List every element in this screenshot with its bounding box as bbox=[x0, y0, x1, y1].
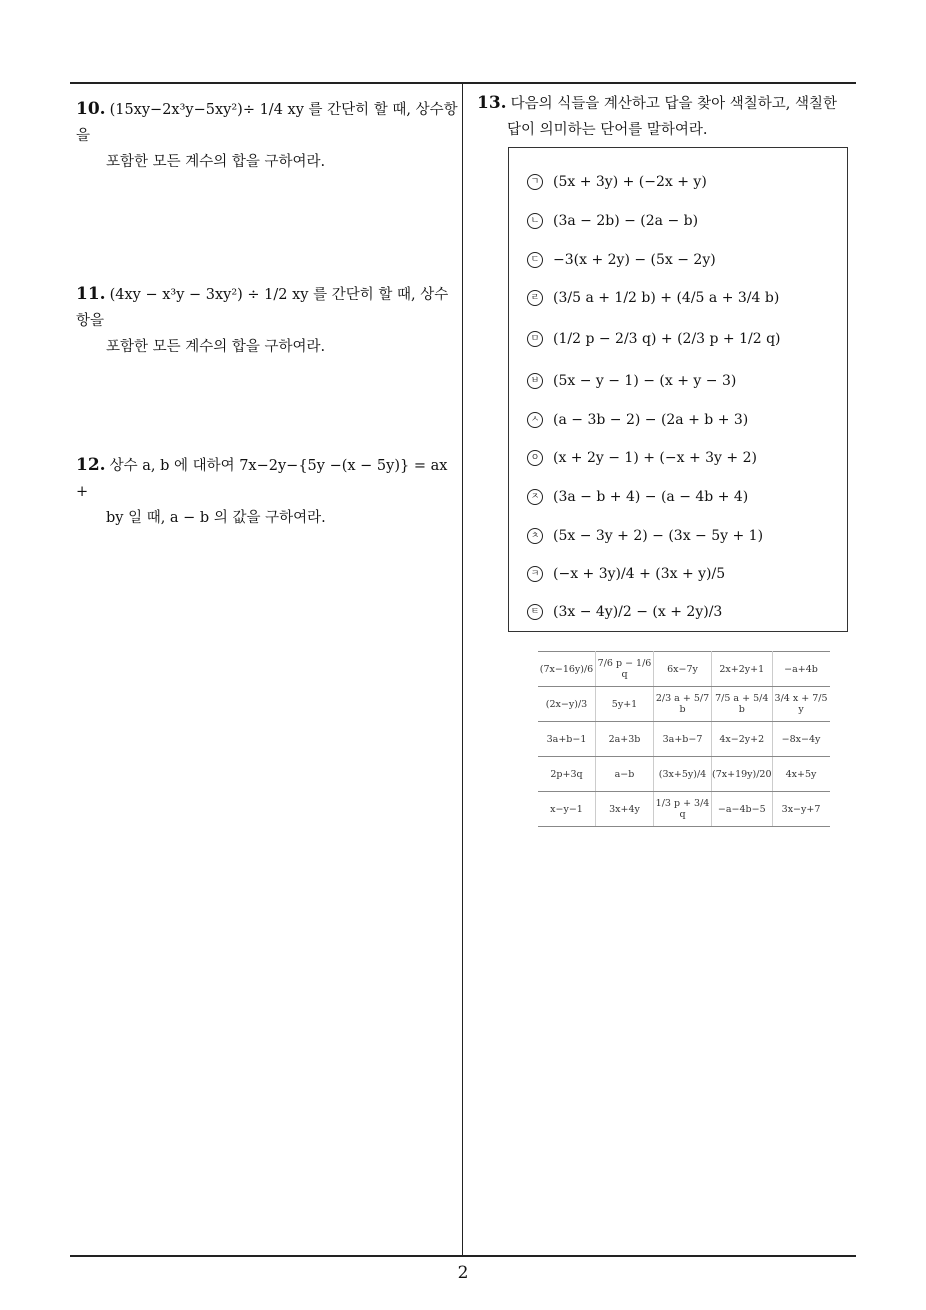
answer-cell[interactable]: (7x−16y)/6 bbox=[538, 652, 596, 687]
question-text: 상수 a, b 에 대하여 7x−2y−{5y −(x − 5y)} = ax + bbox=[76, 458, 448, 500]
question-13 bbox=[477, 90, 861, 143]
question-number: 12. bbox=[76, 455, 106, 475]
answer-cell[interactable]: −a+4b bbox=[772, 652, 830, 687]
answer-cell[interactable]: −8x−4y bbox=[772, 722, 830, 757]
answer-grid bbox=[538, 651, 830, 827]
column-divider bbox=[462, 82, 463, 1256]
answer-cell[interactable]: 3/4 x + 7/5 y bbox=[772, 687, 830, 722]
question-12 bbox=[76, 452, 460, 531]
question-text: 포함한 모든 계수의 합을 구하여라. bbox=[106, 154, 326, 170]
answer-cell[interactable]: x−y−1 bbox=[538, 792, 596, 827]
question-number: 11. bbox=[76, 284, 106, 304]
expression-item bbox=[527, 528, 763, 544]
answer-cell[interactable]: 7/6 p − 1/6 q bbox=[596, 652, 654, 687]
expression-item bbox=[527, 331, 781, 347]
question-11 bbox=[76, 281, 460, 360]
question-text: 포함한 모든 계수의 합을 구하여라. bbox=[106, 339, 326, 355]
question-text: (15xy−2x³y−5xy²)÷ 1/4 xy 를 간단히 할 때, 상수항을 bbox=[76, 102, 458, 144]
expression-item bbox=[527, 412, 748, 428]
circled-marker: ㄴ bbox=[527, 213, 543, 229]
question-number: 10. bbox=[76, 99, 106, 119]
table-row bbox=[538, 792, 830, 827]
circled-marker: ㅂ bbox=[527, 373, 543, 389]
expression-item bbox=[527, 604, 722, 620]
answer-cell[interactable]: 1/3 p + 3/4 q bbox=[654, 792, 712, 827]
expression-text: (5x + 3y) + (−2x + y) bbox=[553, 174, 707, 190]
expression-item bbox=[527, 566, 725, 582]
expression-text: −3(x + 2y) − (5x − 2y) bbox=[553, 252, 716, 268]
circled-marker: ㅌ bbox=[527, 604, 543, 620]
answer-cell[interactable]: (7x+19y)/20 bbox=[712, 757, 773, 792]
question-text: by 일 때, a − b 의 값을 구하여라. bbox=[106, 510, 326, 526]
expression-item bbox=[527, 373, 736, 389]
answer-cell[interactable]: 2x+2y+1 bbox=[712, 652, 773, 687]
expression-box bbox=[508, 147, 848, 632]
circled-marker: ㅅ bbox=[527, 412, 543, 428]
answer-cell[interactable]: 6x−7y bbox=[654, 652, 712, 687]
expression-text: (5x − 3y + 2) − (3x − 5y + 1) bbox=[553, 528, 764, 544]
question-text: 다음의 식들을 계산하고 답을 찾아 색칠하고, 색칠한 bbox=[510, 96, 837, 112]
expression-item bbox=[527, 252, 716, 268]
expression-item bbox=[527, 213, 698, 229]
bottom-rule bbox=[70, 1255, 856, 1257]
answer-cell[interactable]: 4x−2y+2 bbox=[712, 722, 773, 757]
expression-text: (3/5 a + 1/2 b) + (4/5 a + 3/4 b) bbox=[553, 290, 780, 306]
table-row bbox=[538, 652, 830, 687]
answer-cell[interactable]: (3x+5y)/4 bbox=[654, 757, 712, 792]
circled-marker: ㄷ bbox=[527, 252, 543, 268]
expression-text: (3x − 4y)/2 − (x + 2y)/3 bbox=[553, 604, 723, 620]
circled-marker: ㄱ bbox=[527, 174, 543, 190]
answer-cell[interactable]: 2p+3q bbox=[538, 757, 596, 792]
answer-cell[interactable]: 2a+3b bbox=[596, 722, 654, 757]
question-text: 답이 의미하는 단어를 말하여라. bbox=[507, 122, 708, 138]
table-row bbox=[538, 687, 830, 722]
answer-cell[interactable]: 2/3 a + 5/7 b bbox=[654, 687, 712, 722]
answer-cell[interactable]: 4x+5y bbox=[772, 757, 830, 792]
circled-marker: ㅋ bbox=[527, 566, 543, 582]
expression-text: (3a − b + 4) − (a − 4b + 4) bbox=[553, 489, 749, 505]
circled-marker: ㄹ bbox=[527, 290, 543, 306]
expression-text: (x + 2y − 1) + (−x + 3y + 2) bbox=[553, 450, 757, 466]
table-row bbox=[538, 722, 830, 757]
expression-item bbox=[527, 450, 757, 466]
answer-cell[interactable]: 3a+b−7 bbox=[654, 722, 712, 757]
answer-cell[interactable]: 3x−y+7 bbox=[772, 792, 830, 827]
question-10 bbox=[76, 96, 460, 175]
table-row bbox=[538, 757, 830, 792]
expression-text: (5x − y − 1) − (x + y − 3) bbox=[553, 373, 737, 389]
circled-marker: ㅇ bbox=[527, 450, 543, 466]
circled-marker: ㅊ bbox=[527, 528, 543, 544]
answer-cell[interactable]: a−b bbox=[596, 757, 654, 792]
answer-cell[interactable]: −a−4b−5 bbox=[712, 792, 773, 827]
question-number: 13. bbox=[477, 93, 507, 113]
answer-cell[interactable]: 5y+1 bbox=[596, 687, 654, 722]
expression-item bbox=[527, 489, 748, 505]
answer-cell[interactable]: 3a+b−1 bbox=[538, 722, 596, 757]
circled-marker: ㅈ bbox=[527, 489, 543, 505]
page-number: 2 bbox=[457, 1263, 469, 1283]
answer-cell[interactable]: 7/5 a + 5/4 b bbox=[712, 687, 773, 722]
expression-text: (1/2 p − 2/3 q) + (2/3 p + 1/2 q) bbox=[553, 331, 781, 347]
expression-item bbox=[527, 174, 707, 190]
expression-text: (−x + 3y)/4 + (3x + y)/5 bbox=[553, 566, 726, 582]
question-text: (4xy − x³y − 3xy²) ÷ 1/2 xy 를 간단히 할 때, 상수항을 bbox=[76, 287, 449, 329]
answer-cell[interactable]: (2x−y)/3 bbox=[538, 687, 596, 722]
circled-marker: ㅁ bbox=[527, 331, 543, 347]
expression-item bbox=[527, 290, 779, 306]
expression-text: (a − 3b − 2) − (2a + b + 3) bbox=[553, 412, 749, 428]
answer-cell[interactable]: 3x+4y bbox=[596, 792, 654, 827]
expression-text: (3a − 2b) − (2a − b) bbox=[553, 213, 699, 229]
